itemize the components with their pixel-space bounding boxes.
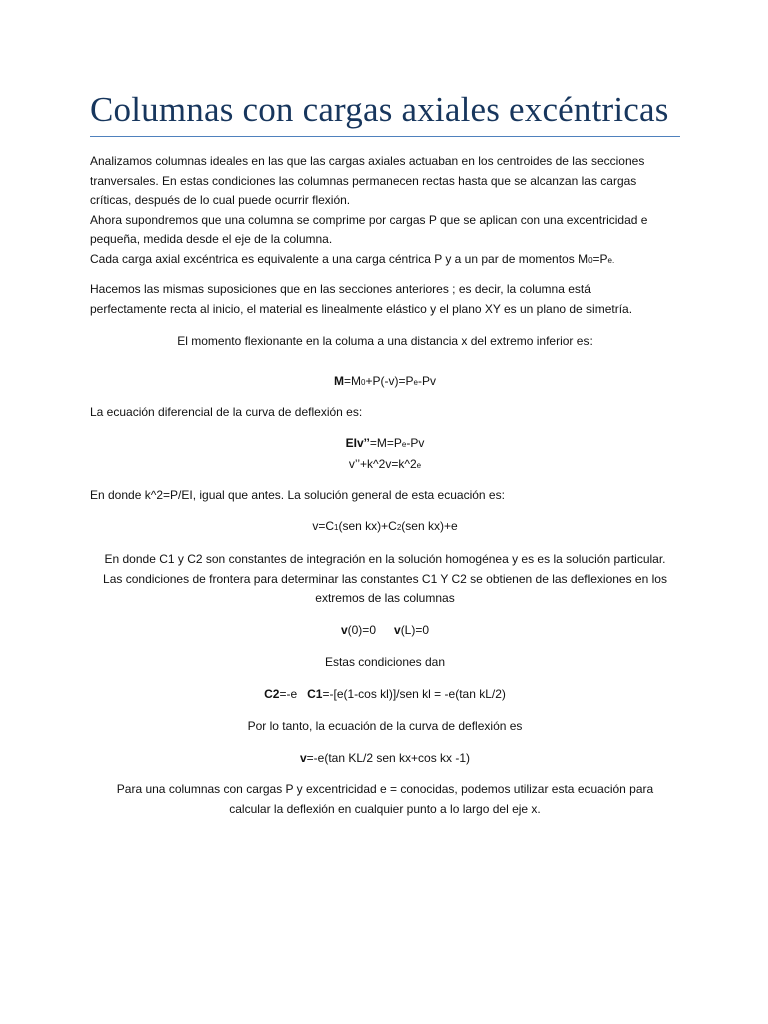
assumptions-line: Hacemos las mismas suposiciones que en las secciones anteriores ; es decir, la columna está [90, 282, 591, 296]
intro-line: críticas, después de lo cual puede ocurrir flexión. [90, 193, 351, 207]
constants-line: En donde C1 y C2 son constantes de integración en la solución homogénea y es es la solución particular. [104, 552, 666, 566]
boundary-conditions: v(0)=0 v(L)=0 [340, 623, 430, 637]
closing-line: calcular la deflexión en cualquier punto a lo largo del eje x. [229, 801, 541, 816]
solution-equation: v=C1(sen kx)+C2(sen kx)+e [312, 519, 458, 533]
constants-line: extremos de las columnas [315, 591, 455, 605]
moment-intro: El momento flexionante en la columa a una distancia x del extremo inferior es: [177, 334, 593, 348]
constants-paragraph [90, 550, 680, 609]
moment-equation: M=M0+P(-v)=Pe-Pv [334, 374, 436, 388]
title-underline [90, 136, 680, 137]
differential-eq-2: v’’+k^2v=k^2e [348, 456, 422, 471]
differential-equations [90, 434, 680, 475]
constants-line: Las condiciones de frontera para determinar las constantes C1 Y C2 se obtienen de las deflexiones en los [103, 571, 667, 586]
intro-line: Ahora supondremos que una columna se comprime por cargas P que se aplican con una excentricidad e [90, 212, 648, 227]
assumptions-paragraph [90, 280, 680, 319]
page-title: Columnas con cargas axiales excéntricas [90, 90, 669, 129]
solution-intro: En donde k^2=P/EI, igual que antes. La solución general de esta ecuación es: [90, 488, 505, 502]
differential-intro: La ecuación diferencial de la curva de deflexión es: [90, 405, 363, 419]
final-equation: v=-e(tan KL/2 sen kx+cos kx -1) [299, 751, 471, 765]
intro-line: pequeña, medida desde el eje de la columna. [90, 232, 333, 246]
intro-line: tranversales. En estas condiciones las columnas permanecen rectas hasta que se alcanzan las cargas [90, 173, 637, 188]
assumptions-line: perfectamente recta al inicio, el material es linealmente elástico y el plano XY es un plano de simetría. [90, 301, 633, 316]
intro-paragraph [90, 152, 680, 270]
equivalence-line: Cada carga axial excéntrica es equivalente a una carga céntrica P y a un par de momentos M0=Pe. [90, 251, 615, 266]
differential-eq-1: EIv’’=M=Pe-Pv [345, 436, 425, 450]
closing-paragraph [90, 780, 680, 819]
intro-line: Analizamos columnas ideales en las que las cargas axiales actuaban en los centroides de las secciones [90, 154, 645, 168]
closing-line: Para una columnas con cargas P y excentricidad e = conocidas, podemos utilizar esta ecuación para [116, 782, 654, 796]
conditions-text: Estas condiciones dan [324, 655, 446, 669]
constants-equation: C2=-e C1=-[e(1-cos kl)]/sen kl = -e(tan kL/2) [264, 687, 506, 701]
therefore-text: Por lo tanto, la ecuación de la curva de deflexión es [247, 719, 523, 733]
document-page [90, 0, 680, 816]
